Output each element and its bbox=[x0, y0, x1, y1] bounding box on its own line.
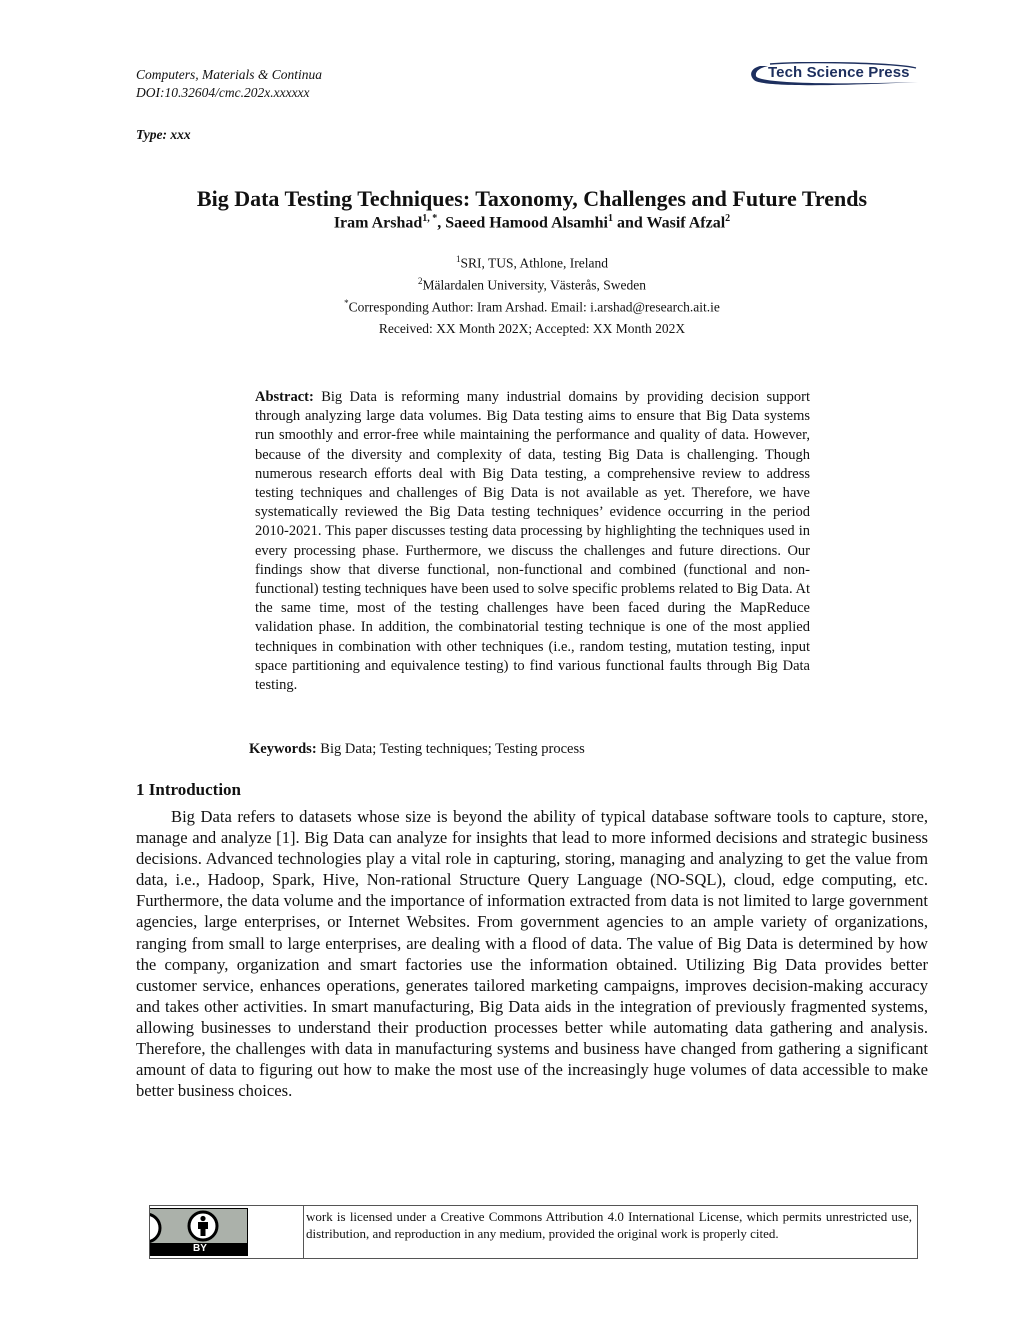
affiliation-text: Corresponding Author: Iram Arshad. Email: i.arshad@research.ait.ie bbox=[348, 299, 720, 315]
abstract-label: Abstract: bbox=[255, 389, 314, 405]
author-sup: 1, * bbox=[422, 213, 438, 224]
author-name: Saeed Hamood Alsamhi bbox=[445, 214, 608, 232]
author-separator: and bbox=[612, 214, 647, 232]
author-sup: 2 bbox=[725, 213, 731, 224]
affiliation-sup: 2 bbox=[418, 276, 423, 286]
abstract-text: Big Data is reforming many industrial domains by providing decision support through analyzing large data volumes. Big Data testing aims to ensure that Big Data systems run smoothly and error-free while maintaining the performance and quality of data. However, because of the diversity and complexity of data, testing Big Data is challenging. Though numerous research efforts deal with Big Data testing, a comprehensive review to address testing techniques and challenges of Big Data is not available as yet. Therefore, we have systematically reviewed the Big Data testing techniques’ evidence occurring in the period 2010-2021. This paper discusses testing data processing by highlighting the techniques used in every processing phase. Furthermore, we discuss the challenges and future directions. Our findings show that diverse functional, non-functional and combined (functional and non-functional) testing techniques have been used to solve specific problems related to Big Data. At the same time, most of the testing challenges have been faced during the MapReduce validation phase. In addition, the combinatorial testing technique is one of the most applied techniques in combination with other techniques (i.e., random testing, mutation testing, input space partitioning and equivalence testing) to find various functional faults through Big Data testing. bbox=[255, 389, 810, 694]
publisher-logo bbox=[746, 62, 922, 88]
abstract bbox=[255, 388, 810, 695]
affiliation bbox=[0, 254, 1024, 272]
license-text: work is licensed under a Creative Commons Attribution 4.0 International License, which permits unrestricted use, distribution, and reproduction in any medium, provided the original work is properly cited. bbox=[306, 1209, 912, 1241]
journal-name: Computers, Materials & Continua bbox=[136, 67, 323, 82]
keywords bbox=[249, 741, 585, 758]
author-name: Iram Arshad bbox=[333, 214, 423, 232]
cc-by-badge[interactable] bbox=[150, 1206, 304, 1258]
journal-header bbox=[136, 66, 322, 102]
intro-paragraph: Big Data refers to datasets whose size is beyond the ability of typical database software tools to capture, store, manage and analyze [1]. Big Data can analyze for insights that lead to more informed decisions and strategic business decisions. Advanced technologies play a vital role in capturing, storing, managing and analyzing to get the value from data, i.e., Hadoop, Spark, Hive, Non-rational Structure Query Language (NO-SQL), cloud, edge computing, etc. Furthermore, the data volume and the importance of information extracted from data is not limited to large government agencies, large enterprises, or Internet Websites. From government agencies to an ample variety of organizations, ranging from small to large enterprises, are dealing with a flood of data. The value of Big Data is determined by how the company, organization and smart factories use the information obtained. Utilizing Big Data provides better customer service, enhances operations, generates tailored marketing campaigns, improves decision-making accuracy and takes other activities. In smart manufacturing, Big Data aids in the integration of previously fragmented systems, allowing businesses to understand their production processes better while automating data gathering and analysis. Therefore, the challenges with data in manufacturing systems and business have changed from gathering a significant amount of data to figuring out how to make the most use of the increasingly huge volumes of data accessible to make better business choices. bbox=[136, 807, 928, 1101]
corresponding-author bbox=[0, 298, 1024, 316]
affiliation bbox=[0, 276, 1024, 294]
affiliation-sup: 1 bbox=[456, 254, 461, 264]
affiliation-text: Mälardalen University, Västerås, Sweden bbox=[422, 277, 646, 293]
cc-by-icon bbox=[150, 1206, 303, 1258]
author-sup: 1 bbox=[607, 213, 613, 224]
keywords-label: Keywords: bbox=[249, 741, 317, 757]
affiliation-text: SRI, TUS, Athlone, Ireland bbox=[460, 255, 608, 271]
received-dates: Received: XX Month 202X; Accepted: XX Month 202X bbox=[378, 321, 686, 336]
license-box bbox=[149, 1205, 918, 1259]
affiliation-sup: * bbox=[344, 298, 349, 308]
publisher-name: Tech Science Press bbox=[768, 64, 910, 81]
cc-by-label: BY bbox=[193, 1243, 207, 1254]
keywords-text: Big Data; Testing techniques; Testing process bbox=[320, 741, 585, 757]
author-name: Wasif Afzal bbox=[646, 214, 726, 232]
doi: DOI:10.32604/cmc.202x.xxxxxx bbox=[136, 85, 310, 100]
article-type: Type: xxx bbox=[136, 127, 191, 142]
section-heading: 1 Introduction bbox=[136, 780, 242, 799]
paper-title: Big Data Testing Techniques: Taxonomy, Challenges and Future Trends bbox=[196, 186, 868, 211]
author-separator: , bbox=[437, 214, 446, 232]
author-list bbox=[0, 213, 1024, 232]
